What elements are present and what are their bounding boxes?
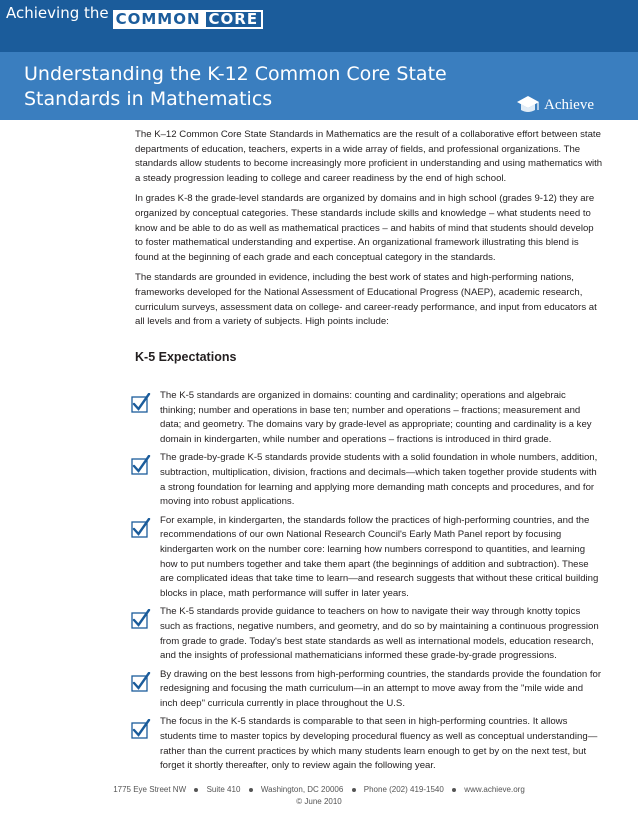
achieve-logo <box>516 94 594 116</box>
page-title-line-2: Standards in Mathematics <box>24 88 273 110</box>
list-item-text: By drawing on the best lessons from high-performing countries, the standards provide the foundation for redesigning and focusing the math curriculum—in an attempt to move away from the "mile wide and inch deep" curricula currently in place throughout the U.S. <box>160 668 602 709</box>
footer-website-link[interactable]: www.achieve.org <box>464 785 525 794</box>
footer-address: 1775 Eye Street NW <box>113 785 187 794</box>
footer-suite: Suite 410 <box>206 785 241 794</box>
checkmark-icon <box>131 518 151 538</box>
checkmark-icon <box>131 609 151 629</box>
top-header-bar <box>0 0 638 52</box>
bullet-dot-icon <box>352 788 356 792</box>
page-footer <box>0 784 638 808</box>
common-core-logo <box>113 10 263 29</box>
intro-paragraph-3: The standards are grounded in evidence, including the best work of states and high-performing nations, frameworks developed for the National Assessment of Educational Progress (NAEP), academic research, curriculum surveys, assessment data on college- and career-ready performance, and input from educators at all levels and from a variety of subjects. High points include: <box>135 272 597 328</box>
brand-core: CORE <box>204 10 264 29</box>
page-title <box>24 62 454 112</box>
list-item <box>131 389 603 447</box>
list-item-text: The grade-by-grade K-5 standards provide students with a solid foundation in whole numbers, addition, subtraction, multiplication, division, fractions and decimals—which taken together provide students with a strong foundation for learning and applying more demanding math concepts and procedures, and for moving into robust applications. <box>160 452 598 508</box>
page-title-line-1: Understanding the K-12 Common Core State <box>24 63 447 85</box>
graduation-cap-icon <box>516 94 540 116</box>
checkmark-icon <box>131 455 151 475</box>
bullet-dot-icon <box>452 788 456 792</box>
intro-section <box>135 128 603 336</box>
intro-paragraph-1: The K–12 Common Core State Standards in Mathematics are the result of a collaborative effort between state departments of education, teachers, experts in a wide array of fields, and professional organizations. The standards allow students to become increasingly more proficient in understanding and using mathematics with a steady progression leading to college and career readiness by the end of high school. <box>135 129 603 184</box>
list-item <box>131 451 603 509</box>
footer-contact <box>0 784 638 796</box>
list-item-text: The K-5 standards provide guidance to teachers on how to navigate their way through knotty topics such as fractions, negative numbers, and geometry, and do so by maintaining a continuous progression from grade to grade. Today's best state standards as well as international models, education research, and the insights of professional mathematicians informed these grade-by-grade progressions. <box>160 606 599 662</box>
brand-common: COMMON <box>113 10 204 29</box>
title-banner <box>0 52 638 120</box>
brand-prefix: Achieving the <box>6 3 109 22</box>
list-item <box>131 715 603 773</box>
list-item-text: The K-5 standards are organized in domains: counting and cardinality; operations and algebraic thinking; number and operations in base ten; number and operations – fractions; measurement and data; and geometry. The domains vary by grade-level as appropriate; counting and cardinality is a key domain in kindergarten, while number and operations – fractions is introduced in third grade. <box>160 390 592 445</box>
list-item <box>131 514 603 602</box>
footer-date: © June 2010 <box>296 797 342 806</box>
brand-mark <box>6 3 263 29</box>
bullet-dot-icon <box>194 788 198 792</box>
list-item-text: For example, in kindergarten, the standards follow the practices of high-performing countries, and the recommendations of our own National Research Council's Early Math Panel report by focusing kindergarten work on the number core: learning how numbers correspond to quantities, and learning how to put numbers together and take them apart (the beginnings of addition and subtraction). These are complicated ideas that take time to learn—and research suggests that without these critical building blocks in place, math performance will suffer in later years. <box>160 514 599 599</box>
intro-paragraph-2: In grades K-8 the grade-level standards are organized by domains and in high school (grades 9-12) they are organized by conceptual categories. These standards include skills and knowledge – what students need to know and be able to do as well as mathematical practices – and habits of mind that students should develop to foster mathematical understanding and expertise. An organizational framework illustrating this blend is found at the beginning of each grade and each conceptual category in the standards. <box>135 193 595 263</box>
checkmark-icon <box>131 393 151 413</box>
checkmark-icon <box>131 672 151 692</box>
section-heading: K-5 Expectations <box>135 350 237 364</box>
footer-phone: Phone (202) 419-1540 <box>363 785 444 794</box>
expectations-list <box>131 389 603 778</box>
list-item <box>131 605 603 663</box>
bullet-dot-icon <box>249 788 253 792</box>
list-item <box>131 668 603 712</box>
checkmark-icon <box>131 719 151 739</box>
logo-text: Achieve <box>544 96 594 113</box>
footer-city: Washington, DC 20006 <box>260 785 344 794</box>
list-item-text: The focus in the K-5 standards is comparable to that seen in high-performing countries. It allows students time to master topics by developing procedural fluency as well as conceptual understanding—rather than the current practices by which many students learn enough to get by on the next test, but forget it shortly thereafter, only to review again the following year. <box>160 716 598 772</box>
